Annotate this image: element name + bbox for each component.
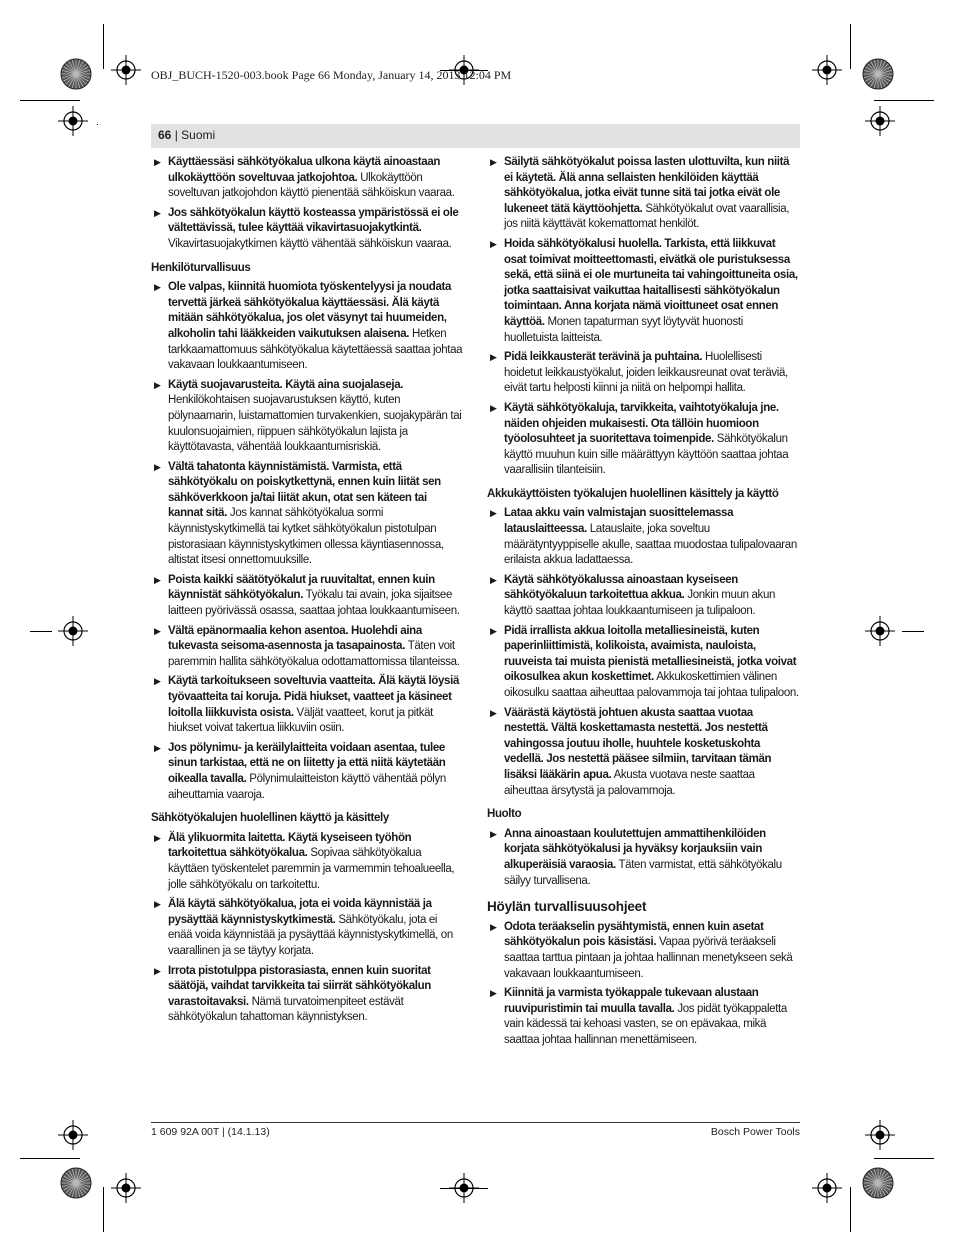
instruction-emphasis: Hoida sähkötyökalusi huolella. Tarkista, että liikkuvat osat toimivat moitteettomasti, eivätkä ole puristuksessa sekä, että siinä ei ole murtuneita tai vahingoittuneita osia, jotka saattaisivat vaikuttaa haitallisesti sähkötyökalun toimintaan. Anna korjata nämä vioittuneet osat ennen käyttöä.	[504, 237, 798, 328]
instruction-emphasis: Älä käytä sähkötyökalua, jota ei voida käynnistää ja pysäyttää käynnistyskytkimestä.	[168, 898, 432, 926]
header-separator: |	[171, 128, 182, 142]
crop-line	[30, 631, 52, 632]
instruction-emphasis: Vältä epänormaalia kehon asentoa. Huolehdi aina tukevasta seisoma-asennosta ja tasapainosta.	[168, 624, 422, 653]
instruction-emphasis: Ole valpas, kiinnitä huomiota työskentelyysi ja noudata tervettä järkeä sähkötyökalua käyttäessäsi. Älä käytä mitään sähkötyökalua, jos olet väsynyt tai huumeiden, alkoholin tahi lääkkeiden vaikutuksen alaisena.	[168, 281, 452, 340]
instruction-explanation: Huolellisesti hoidetut leikkaustyökalut, joiden leikkausreunat ovat teräviä, eivät tartu helposti kiinni ja niitä on helpompi hallita.	[504, 351, 788, 395]
crop-line	[874, 1158, 934, 1159]
subsection-heading: Akkukäyttöisten työkalujen huolellinen käsittely ja käyttö	[487, 487, 779, 500]
safety-instruction	[151, 206, 463, 253]
safety-instruction	[151, 624, 463, 671]
safety-instruction	[487, 827, 799, 889]
subsection-heading: Henkilöturvallisuus	[151, 261, 251, 274]
instruction-explanation: Jos kannat sähkötyökalua sormi käynnistyskytkimellä tai kytket sähkötyökalun pistotulpan pistorasiaan käynnistyskytkimen ollessa käyntiasennossa, altistat itsesi onnettomuuksille.	[168, 507, 444, 567]
bullet-arrow-icon: ▶	[490, 508, 497, 519]
bullet-arrow-icon: ▶	[154, 965, 161, 976]
instruction-emphasis: Lataa akku vain valmistajan suosittelemassa latauslaitteessa.	[504, 507, 734, 536]
safety-instruction	[151, 897, 463, 959]
bullet-arrow-icon: ▶	[490, 828, 497, 839]
bullet-arrow-icon: ▶	[490, 625, 497, 636]
right-column	[487, 155, 799, 1052]
safety-instruction	[151, 674, 463, 736]
bullet-arrow-icon: ▶	[490, 402, 497, 413]
instruction-emphasis: Poista kaikki säätötyökalut ja ruuvitaltat, ennen kuin käynnistät sähkötyökalun.	[168, 573, 435, 602]
subsection-heading: Sähkötyökalujen huolellinen käyttö ja käsittely	[151, 812, 389, 825]
instruction-emphasis: Väärästä käytöstä johtuen akusta saattaa vuotaa nestettä. Vältä koskettamasta nestettä. Jos nestettä vahingossa joutuu iholle, huuhtele kosketuskohta vedellä. Jos nestettä pääsee silmiin, tarvitaan tämän lisäksi lääkärin apua.	[504, 706, 772, 781]
safety-instruction	[487, 401, 799, 479]
instruction-explanation: Sähkötyökalut ovat vaarallisia, jos niitä käyttävät kokemattomat henkilöt.	[504, 202, 790, 231]
instruction-emphasis: Jos sähkötyökalun käyttö kosteassa ympäristössä ei ole vältettävissä, tulee käyttää vikavirtasuojakytkintä.	[168, 206, 459, 235]
bullet-arrow-icon: ▶	[154, 379, 161, 390]
instruction-explanation: Akkukoskettimien välinen oikosulku saattaa aiheuttaa palovammoja tai johtaa tulipaloon.	[504, 671, 799, 699]
instruction-emphasis: Säilytä sähkötyökalut poissa lasten ulottuvilta, kun niitä ei käytetä. Älä anna sellaisten henkilöiden käyttää sähkötyökalua, jotka eivät tunne sitä tai jotka eivät ole lukeneet tätä käyttöohjetta.	[504, 156, 790, 215]
bullet-arrow-icon: ▶	[490, 352, 497, 363]
bullet-arrow-icon: ▶	[154, 461, 161, 472]
instruction-explanation: Akusta vuotava neste saattaa aiheuttaa ärsytystä ja palovammoja.	[504, 768, 755, 797]
instruction-emphasis: Käytä tarkoitukseen soveltuvia vaatteita. Älä käytä löysiä työvaatteita tai koruja. Pidä hiukset, vaatteet ja käsineet loitolla liikkuvista osista.	[168, 675, 459, 719]
instruction-explanation: Henkilökohtaisen suojavarustuksen käyttö, kuten pölynaamarin, luistamattomien turvakenkien, suojakypärän tai kuulonsuojaimien, riippuen sähkötyökalun lajista ja käyttötavasta, vähentää loukkaantumisriskiä.	[168, 394, 462, 454]
page-number: 66	[158, 128, 172, 142]
footer-rule	[151, 1122, 800, 1123]
instruction-explanation: Väljät vaatteet, korut ja pitkät hiukset voivat takertua liikkuviin osiin.	[168, 706, 434, 735]
instruction-explanation: Latauslaite, joka soveltuu määrätyntyyppiselle akulle, saattaa muodostaa tulipalovaaran erilaista akkua ladattaessa.	[504, 523, 797, 567]
registration-mark-icon	[58, 106, 88, 136]
crop-line	[103, 1187, 104, 1232]
instruction-explanation: Monen tapaturman syyt löytyvät huonosti huolletuista laitteista.	[504, 315, 743, 344]
instruction-emphasis: Käytä sähkötyökaluja, tarvikkeita, vaihtotyökaluja jne. näiden ohjeiden mukaisesti. Ota tällöin huomioon työolosuhteet ja suoritettava toimenpide.	[504, 401, 779, 446]
instruction-emphasis: Älä ylikuormita laitetta. Käytä kyseiseen työhön tarkoitettua sähkötyökalua.	[168, 831, 412, 860]
instruction-emphasis: Pidä leikkausterät terävinä ja puhtaina.	[504, 351, 703, 364]
color-target-icon	[861, 1166, 895, 1200]
safety-instruction	[487, 624, 799, 702]
safety-instruction	[151, 460, 463, 569]
instruction-explanation: Nämä turvatoimenpiteet estävät sähkötyökalun tahattoman käynnistyksen.	[168, 995, 404, 1024]
instruction-explanation: Sähkötyökalun käyttö muuhun kuin sille määrättyyn käyttöön saattaa johtaa vaarallisiin tilanteisiin.	[504, 433, 789, 477]
safety-instruction	[151, 964, 463, 1026]
safety-instruction	[151, 573, 463, 620]
instruction-explanation: Pölynimulaitteiston käyttö vähentää pölyn aiheuttamia vaaroja.	[168, 772, 446, 801]
bullet-arrow-icon: ▶	[490, 574, 497, 585]
safety-instruction	[151, 741, 463, 803]
safety-instruction	[151, 378, 463, 456]
section-title: Höylän turvallisuusohjeet	[487, 899, 647, 915]
instruction-emphasis: Vältä tahatonta käynnistämistä. Varmista, että sähkötyökalu on poiskytkettynä, ennen kuin liität sen sähköverkkoon ja/tai liität akun, otat sen käteen tai kannat sitä.	[168, 460, 441, 520]
page-header	[151, 124, 800, 148]
registration-mark-icon	[58, 1120, 88, 1150]
crop-line	[20, 100, 80, 101]
safety-instruction	[487, 706, 799, 800]
instruction-explanation: Täten varmistat, että sähkötyökalu säilyy turvallisena.	[504, 858, 782, 887]
subsection-heading: Huolto	[487, 808, 522, 821]
crop-line	[850, 1187, 851, 1232]
safety-instruction	[487, 155, 799, 233]
registration-mark-icon	[865, 1120, 895, 1150]
instruction-emphasis: Käytä suojavarusteita. Käytä aina suojalaseja.	[168, 378, 404, 391]
registration-mark-icon	[865, 106, 895, 136]
instruction-explanation: Jonkin muun akun käyttö saattaa johtaa loukkaantumiseen ja tulipaloon.	[504, 589, 776, 618]
bullet-arrow-icon: ▶	[154, 157, 161, 167]
registration-mark-icon	[58, 616, 88, 646]
color-target-icon	[59, 57, 93, 91]
crop-line	[902, 631, 924, 632]
bullet-arrow-icon: ▶	[154, 282, 161, 293]
instruction-explanation: Vikavirtasuojakytkimen käyttö vähentää sähköiskun vaaraa.	[168, 237, 452, 250]
instruction-explanation: Täten voit paremmin hallita sähkötyökalua odottamattomissa tilanteissa.	[168, 640, 460, 668]
safety-instruction	[151, 831, 463, 893]
print-info-line: OBJ_BUCH-1520-003.book Page 66 Monday, January 14, 2013 12:04 PM	[151, 68, 512, 82]
instruction-explanation: Sähkötyökalu, jota ei enää voida käynnistää ja pysäyttää käynnistyskytkimellä, on vaarallinen ja se täytyy korjata.	[168, 913, 453, 957]
crop-line	[874, 100, 934, 101]
color-target-icon	[59, 1166, 93, 1200]
header-text	[158, 128, 215, 142]
registration-mark-icon	[111, 55, 141, 85]
bullet-arrow-icon: ▶	[154, 742, 161, 753]
registration-mark-icon	[812, 1173, 842, 1203]
safety-instruction	[151, 280, 463, 374]
bullet-arrow-icon: ▶	[154, 676, 161, 687]
bullet-arrow-icon: ▶	[154, 899, 161, 910]
instruction-explanation: Vapaa pyörivä teräakseli saattaa tarttua pintaan ja johtaa hallinnan menetykseen sekä vakavaan loukkaantumiseen.	[504, 936, 793, 980]
safety-instruction	[151, 155, 463, 202]
safety-instruction	[487, 237, 799, 346]
instruction-emphasis: Käyttäessäsi sähkötyökalua ulkona käytä ainoastaan ulkokäyttöön soveltuvaa jatkojohtoa.	[168, 156, 441, 184]
instruction-explanation: Sopivaa sähkötyökalua käyttäen työskentelet paremmin ja varmemmin tehoalueella, jolle sähkötyökalu on tarkoitettu.	[168, 847, 455, 891]
footer-doc-number: 1 609 92A 00T | (14.1.13)	[151, 1126, 270, 1138]
safety-instruction	[487, 920, 799, 982]
footer-brand: Bosch Power Tools	[710, 1126, 800, 1138]
instruction-explanation: Jos pidät työkappaletta vain kädessä tai kehoasi vasten, se on epävakaa, mikä saattaa johtaa hallinnan menettämiseen.	[504, 1002, 787, 1046]
crop-line	[20, 1158, 80, 1159]
instruction-emphasis: Anna ainoastaan koulutettujen ammattihenkilöiden korjata sähkötyökalusi ja hyväksy korjauksiin vain alkuperäisiä varaosia.	[504, 827, 766, 871]
crop-line	[850, 24, 851, 69]
bullet-arrow-icon: ▶	[154, 207, 161, 218]
bullet-arrow-icon: ▶	[490, 157, 497, 167]
instruction-emphasis: Pidä irrallista akkua loitolla metalliesineistä, kuten paperinliittimistä, kolikoista, avaimista, nauloista, ruuveista tai muista pienistä metalliesineistä, jotka voivat oikosulkea akun koskettimet.	[504, 624, 797, 684]
bullet-arrow-icon: ▶	[490, 238, 497, 249]
left-column	[151, 155, 463, 1030]
instruction-explanation: Hetken tarkkaamattomuus sähkötyökalua käytettäessä saattaa johtaa vakavaan loukkaantumiseen.	[168, 327, 463, 372]
registration-mark-icon	[812, 55, 842, 85]
header-section: Suomi	[181, 128, 216, 142]
bullet-arrow-icon: ▶	[154, 832, 161, 843]
registration-mark-icon	[865, 616, 895, 646]
safety-instruction	[487, 350, 799, 397]
registration-mark-icon	[111, 1173, 141, 1203]
instruction-emphasis: Odota teräakselin pysähtymistä, ennen kuin asetat sähkötyökalun pois käsistäsi.	[504, 920, 764, 949]
safety-instruction	[487, 986, 799, 1048]
bullet-arrow-icon: ▶	[490, 988, 497, 999]
instruction-emphasis: Kiinnitä ja varmista työkappale tukevaan alustaan ruuvipuristimin tai muulla tavalla.	[504, 987, 759, 1015]
crop-line	[97, 124, 98, 125]
safety-instruction	[487, 506, 799, 568]
bullet-arrow-icon: ▶	[154, 625, 161, 636]
color-target-icon	[861, 57, 895, 91]
bullet-arrow-icon: ▶	[154, 574, 161, 585]
safety-instruction	[487, 573, 799, 620]
instruction-emphasis: Irrota pistotulppa pistorasiasta, ennen kuin suoritat säätöjä, vaihdat tarvikkeita tai siirrät sähkötyökalun varastoitavaksi.	[168, 964, 431, 1008]
instruction-explanation: Ulkokäyttöön soveltuvan jatkojohdon käyttö pienentää sähköiskun vaaraa.	[168, 171, 455, 200]
bullet-arrow-icon: ▶	[490, 707, 497, 718]
instruction-emphasis: Käytä sähkötyökalussa ainoastaan kyseiseen sähkötyökaluun tarkoitettua akkua.	[504, 573, 738, 602]
instruction-explanation: Työkalu tai avain, joka sijaitsee laitteen pyörivässä osassa, saattaa johtaa loukkaantumiseen.	[168, 589, 460, 618]
bullet-arrow-icon: ▶	[490, 921, 497, 932]
crop-line	[440, 1188, 488, 1189]
crop-line	[103, 24, 104, 69]
instruction-emphasis: Jos pölynimu- ja keräilylaitteita voidaan asentaa, tulee sinun tarkistaa, että ne on liitetty ja että niitä käytetään oikealla tavalla.	[168, 741, 446, 785]
